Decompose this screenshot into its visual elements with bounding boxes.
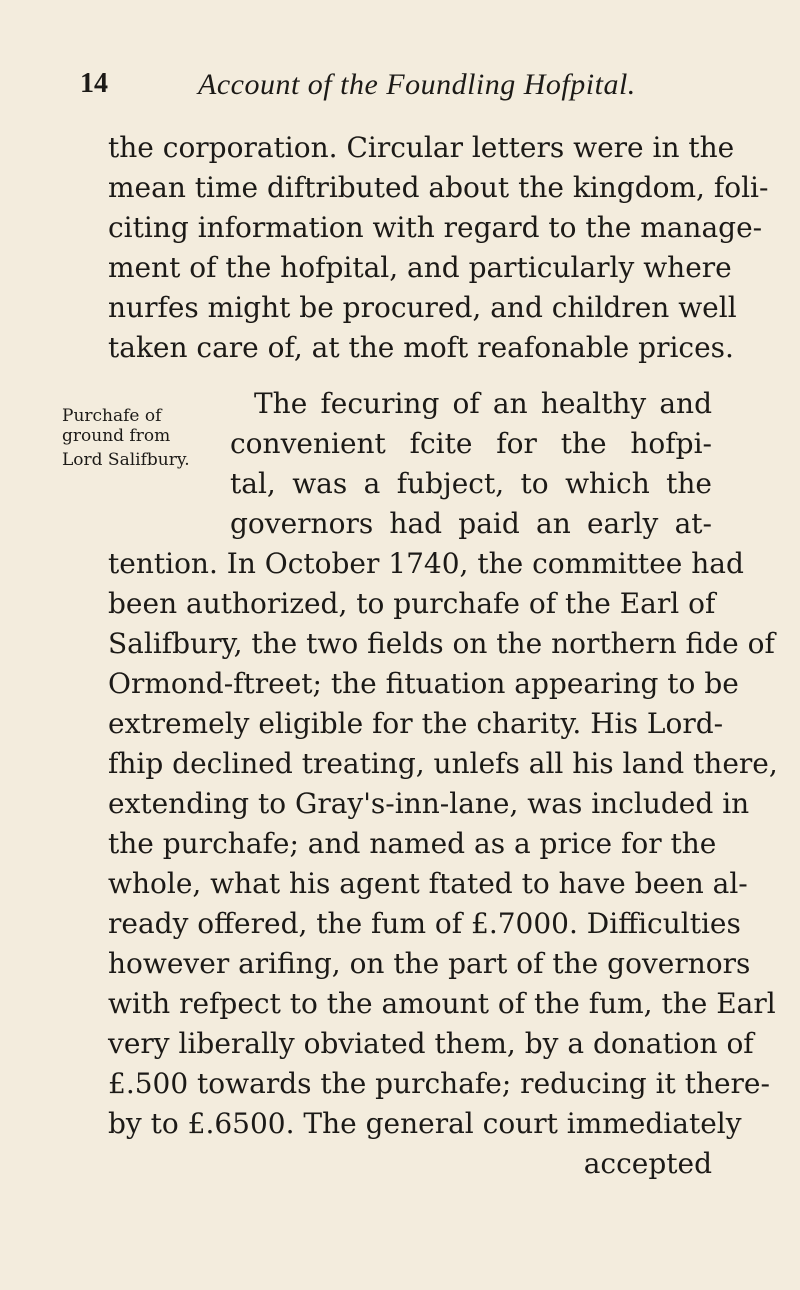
text-line: however arifing, on the part of the governors <box>108 947 751 980</box>
text-line: whole, what his agent ftated to have been al- <box>108 867 748 900</box>
catchword: accepted <box>583 1147 712 1180</box>
text-line: citing information with regard to the manage- <box>108 211 763 244</box>
text-line: ment of the hofpital, and particularly where <box>108 251 732 284</box>
margin-note-line: Purchafe of <box>62 406 162 426</box>
running-title: Account of the Foundling Hofpital. <box>198 68 636 101</box>
text-line: ready offered, the fum of £.7000. Difficulties <box>108 907 741 940</box>
text-line: taken care of, at the moft reafonable prices. <box>108 331 734 364</box>
page-header <box>80 68 720 108</box>
text-line: £.500 towards the purchafe; reducing it there- <box>108 1067 770 1100</box>
margin-note-line: Lord Salifbury. <box>62 450 190 470</box>
text-line: Ormond-ftreet; the fituation appearing to be <box>108 667 739 700</box>
text-line: with refpect to the amount of the fum, the Earl <box>108 987 776 1020</box>
text-line: tal, was a fubject, to which the <box>230 467 712 500</box>
text-line: very liberally obviated them, by a donation of <box>108 1027 754 1060</box>
text-line: by to £.6500. The general court immediately <box>108 1107 742 1140</box>
text-line: Salifbury, the two fields on the northern fide of <box>108 627 775 660</box>
text-line: the corporation. Circular letters were in the <box>108 131 735 164</box>
text-line: tention. In October 1740, the committee had <box>108 547 744 580</box>
text-line: The fecuring of an healthy and <box>254 387 712 420</box>
text-line: convenient fcite for the hofpi- <box>230 427 712 460</box>
text-line: been authorized, to purchafe of the Earl of <box>108 587 716 620</box>
text-line: nurfes might be procured, and children well <box>108 291 737 324</box>
text-line: fhip declined treating, unlefs all his land there, <box>108 747 778 780</box>
margin-note-line: ground from <box>62 426 171 446</box>
text-line: mean time diftributed about the kingdom, foli- <box>108 171 769 204</box>
text-line: extending to Gray's-inn-lane, was included in <box>108 787 750 820</box>
text-line: governors had paid an early at- <box>230 507 712 540</box>
text-line: the purchafe; and named as a price for the <box>108 827 717 860</box>
text-line: extremely eligible for the charity. His Lord- <box>108 707 724 740</box>
page-number: 14 <box>80 68 108 99</box>
